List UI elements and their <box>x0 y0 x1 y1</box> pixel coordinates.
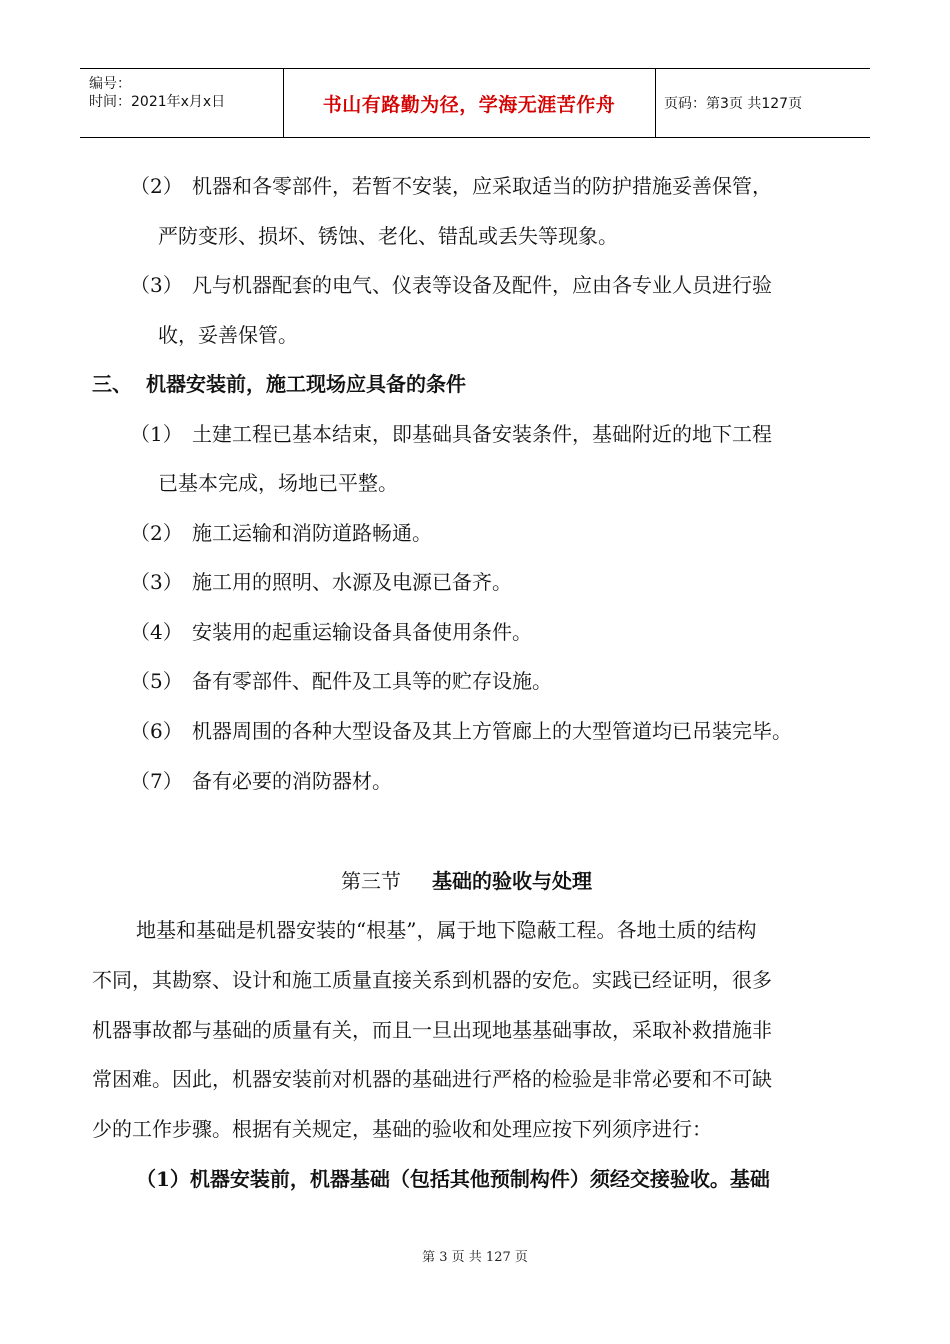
paragraph-line-3: 常困难。因此，机器安装前对机器的基础进行严格的检验是非常必要和不可缺 <box>92 1067 772 1091</box>
header-motto-cell <box>283 69 656 137</box>
page-header <box>80 68 870 138</box>
section-title: 机器安装前，施工现场应具备的条件 <box>146 372 466 396</box>
list-a-line-1-1: 收，妥善保管。 <box>158 323 298 347</box>
list-b-num-0: （1） <box>130 422 183 446</box>
date-label: 时间：2021年x月x日 <box>89 94 226 110</box>
list-b-line-1-0: 施工运输和消防道路畅通。 <box>192 521 432 545</box>
list-b-line-0-0: 土建工程已基本结束，即基础具备安装条件，基础附近的地下工程 <box>192 422 772 446</box>
page-footer: 第 3 页 共 127 页 <box>422 1250 528 1265</box>
list-b-line-0-1: 已基本完成，场地已平整。 <box>158 471 398 495</box>
chapter-title: 基础的验收与处理 <box>432 869 592 893</box>
list-b-num-1: （2） <box>130 521 183 545</box>
numbered-step-1: （1）机器安装前，机器基础（包括其他预制构件）须经交接验收。基础 <box>136 1167 770 1191</box>
list-b-num-6: （7） <box>130 769 183 793</box>
list-b-line-6-0: 备有必要的消防器材。 <box>192 769 392 793</box>
list-b-num-4: （5） <box>130 669 183 693</box>
list-b-line-4-0: 备有零部件、配件及工具等的贮存设施。 <box>192 669 552 693</box>
header-page-cell <box>655 69 870 137</box>
list-b-num-3: （4） <box>130 620 183 644</box>
list-b-line-2-0: 施工用的照明、水源及电源已备齐。 <box>192 570 512 594</box>
paragraph-line-4: 少的工作步骤。根据有关规定，基础的验收和处理应按下列须序进行： <box>92 1117 712 1141</box>
number-label: 编号： <box>89 76 131 92</box>
list-a-line-0-1: 严防变形、损坏、锈蚀、老化、错乱或丢失等现象。 <box>158 224 618 248</box>
list-b-line-3-0: 安装用的起重运输设备具备使用条件。 <box>192 620 532 644</box>
paragraph-line-0: 地基和基础是机器安装的“根基”，属于地下隐蔽工程。各地土质的结构 <box>136 918 757 942</box>
list-a-line-1-0: 凡与机器配套的电气、仪表等设备及配件，应由各专业人员进行验 <box>192 273 772 297</box>
list-a-num-0: （2） <box>130 174 183 198</box>
header-info-cell <box>80 69 284 137</box>
paragraph-line-1: 不同，其勘察、设计和施工质量直接关系到机器的安危。实践已经证明，很多 <box>92 968 772 992</box>
list-a-num-1: （3） <box>130 273 183 297</box>
paragraph-line-2: 机器事故都与基础的质量有关，而且一旦出现地基基础事故，采取补救措施非 <box>92 1018 772 1042</box>
section-number: 三、 <box>92 372 132 396</box>
motto: 书山有路勤为径，学海无涯苦作舟 <box>322 93 616 116</box>
list-a-line-0-0: 机器和各零部件，若暂不安装，应采取适当的防护措施妥善保管， <box>192 174 772 198</box>
page-label: 页码：第3页 共127页 <box>664 96 803 112</box>
list-b-line-5-0: 机器周围的各种大型设备及其上方管廊上的大型管道均已吊装完毕。 <box>192 719 792 743</box>
chapter-label: 第三节 <box>341 869 401 893</box>
list-b-num-5: （6） <box>130 719 183 743</box>
list-b-num-2: （3） <box>130 570 183 594</box>
